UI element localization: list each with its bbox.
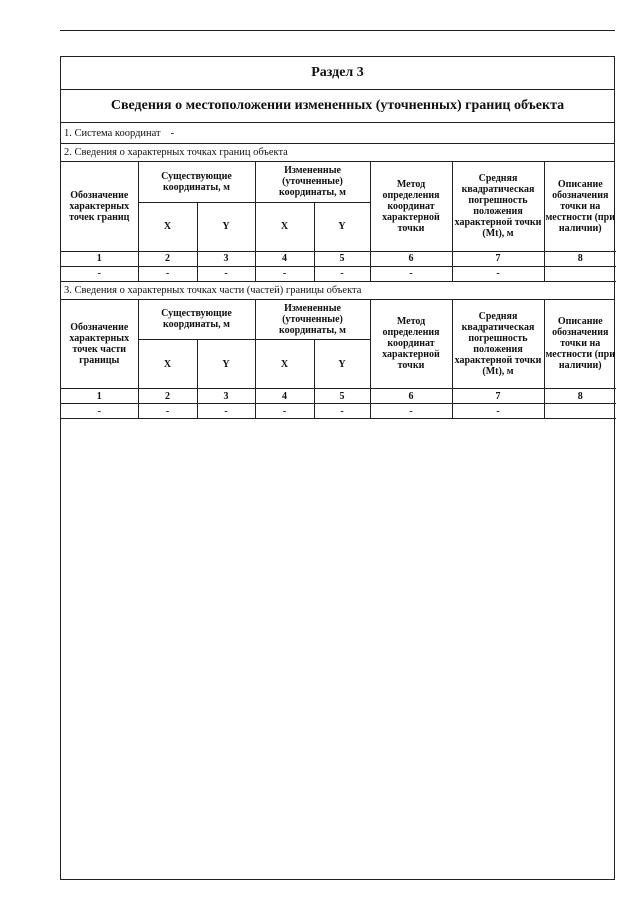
column-number: 7 — [452, 251, 544, 266]
header-designation: Обозначение характерных точек части границы — [61, 300, 138, 389]
coord-system-value: - — [170, 127, 175, 139]
column-number: 8 — [544, 389, 616, 404]
points-table — [61, 162, 616, 282]
header-designation: Обозначение характерных точек границ — [61, 162, 138, 251]
table-cell: - — [255, 266, 314, 281]
table-cell: - — [61, 266, 138, 281]
header-existing-x: X — [138, 340, 197, 389]
column-number: 2 — [138, 389, 197, 404]
table-cell — [544, 404, 616, 419]
table-cell: - — [314, 266, 370, 281]
header-existing-x: X — [138, 202, 197, 251]
column-number: 1 — [61, 251, 138, 266]
section-frame — [60, 56, 615, 880]
table-cell: - — [255, 404, 314, 419]
column-number: 1 — [61, 389, 138, 404]
column-number: 5 — [314, 389, 370, 404]
header-error: Средняя квадратическая погрешность положения характерной точки (Mt), м — [452, 162, 544, 251]
column-number: 5 — [314, 251, 370, 266]
header-changed: Измененные (уточненные) координаты, м — [255, 162, 370, 202]
table1-caption: 2. Сведения о характерных точках границ объекта — [61, 144, 614, 162]
table-cell: - — [197, 266, 255, 281]
coord-system-label: 1. Система координат — [64, 127, 161, 139]
header-error: Средняя квадратическая погрешность положения характерной точки (Mt), м — [452, 300, 544, 389]
header-existing: Существующие координаты, м — [138, 300, 255, 340]
table-cell — [544, 266, 616, 281]
header-description: Описание обозначения точки на местности (при наличии) — [544, 300, 616, 389]
header-existing: Существующие координаты, м — [138, 162, 255, 202]
table-cell: - — [61, 404, 138, 419]
table-cell: - — [452, 266, 544, 281]
header-method: Метод определения координат характерной точки — [370, 162, 452, 251]
header-changed-y: Y — [314, 202, 370, 251]
table-cell: - — [314, 404, 370, 419]
column-number: 4 — [255, 251, 314, 266]
table-row — [61, 404, 616, 419]
table-cell: - — [370, 266, 452, 281]
header-existing-y: Y — [197, 202, 255, 251]
header-method: Метод определения координат характерной точки — [370, 300, 452, 389]
table-cell: - — [370, 404, 452, 419]
table-row — [61, 266, 616, 281]
header-existing-y: Y — [197, 340, 255, 389]
header-changed-x: X — [255, 340, 314, 389]
part-points-table — [61, 300, 616, 420]
coord-system-row — [61, 123, 614, 144]
section-subtitle: Сведения о местоположении измененных (уточненных) границ объекта — [61, 90, 614, 123]
column-number: 3 — [197, 389, 255, 404]
table-cell: - — [452, 404, 544, 419]
section-title: Раздел 3 — [61, 57, 614, 90]
column-number: 2 — [138, 251, 197, 266]
table-cell: - — [138, 266, 197, 281]
header-changed-x: X — [255, 202, 314, 251]
column-numbers-row — [61, 251, 616, 266]
table-cell: - — [138, 404, 197, 419]
top-rule — [60, 30, 615, 31]
header-changed: Измененные (уточненные) координаты, м — [255, 300, 370, 340]
header-changed-y: Y — [314, 340, 370, 389]
column-number: 4 — [255, 389, 314, 404]
column-number: 3 — [197, 251, 255, 266]
column-number: 7 — [452, 389, 544, 404]
table-cell: - — [197, 404, 255, 419]
table2-caption: 3. Сведения о характерных точках части (частей) границы объекта — [61, 282, 614, 300]
column-number: 6 — [370, 389, 452, 404]
header-description: Описание обозначения точки на местности (при наличии) — [544, 162, 616, 251]
column-number: 6 — [370, 251, 452, 266]
column-number: 8 — [544, 251, 616, 266]
column-numbers-row — [61, 389, 616, 404]
